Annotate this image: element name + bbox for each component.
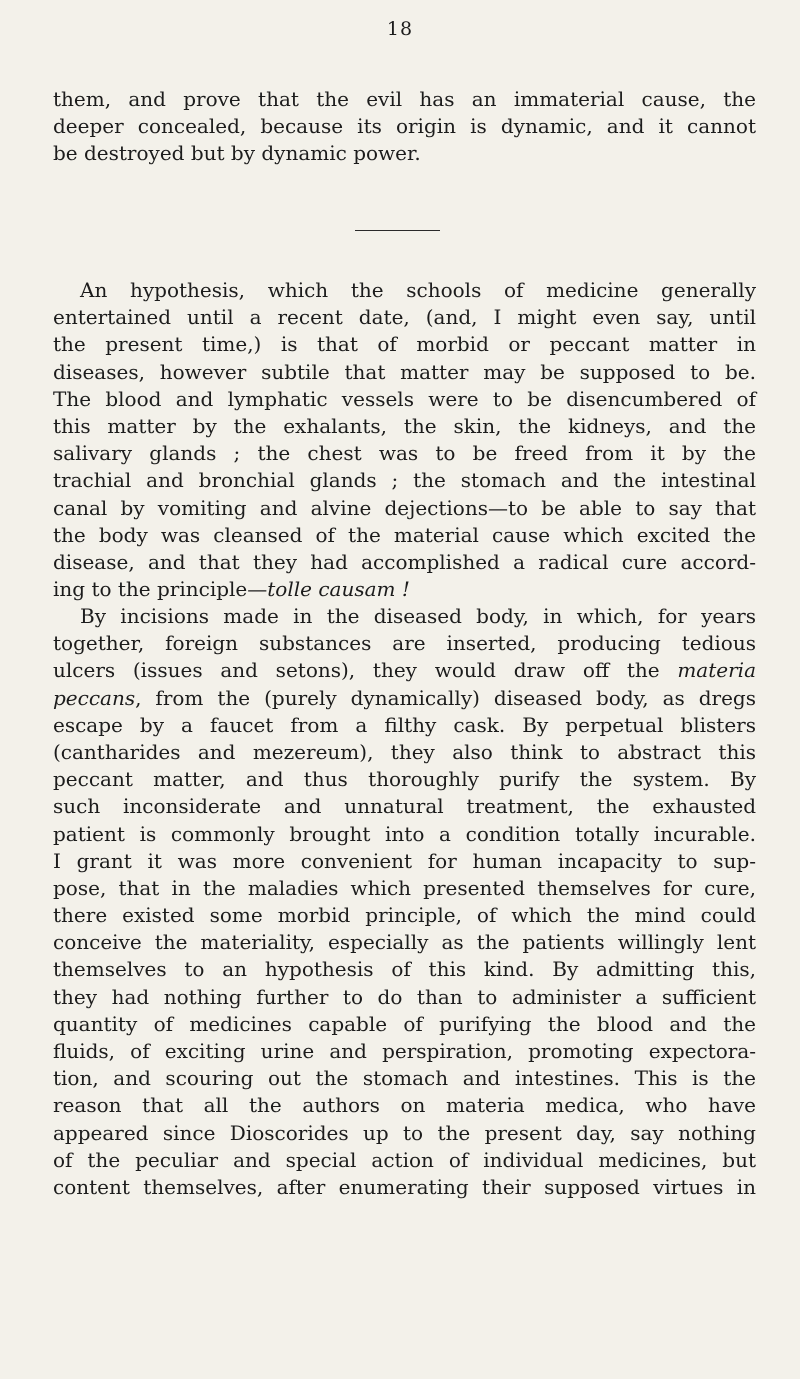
text-line <box>53 685 756 712</box>
text-line: peccant matter, and thus thoroughly purify the system. By <box>53 767 756 792</box>
page-number: 18 <box>386 18 414 40</box>
section-divider <box>355 230 440 231</box>
text-line: trachial and bronchial glands ; the stomach and the intestinal <box>53 468 756 493</box>
text-line: such inconsiderate and unnatural treatment, the exhausted <box>53 794 756 819</box>
text-line: patient is commonly brought into a condition totally incurable. <box>53 821 756 846</box>
paragraph-hypothesis <box>53 277 756 603</box>
text-line: The blood and lymphatic vessels were to be disencumbered of <box>53 386 756 411</box>
text-line: salivary glands ; the chest was to be freed from it by the <box>53 441 756 466</box>
text-line: content themselves, after enumerating their supposed virtues in <box>53 1174 756 1199</box>
text-fragment: ing to the principle— <box>53 577 268 602</box>
italic-phrase: materia <box>677 658 756 683</box>
text-line: themselves to an hypothesis of this kind. By admitting this, <box>53 957 756 982</box>
text-line: An hypothesis, which the schools of medicine generally <box>80 278 756 302</box>
text-line: be destroyed but by dynamic power. <box>53 141 421 166</box>
text-fragment: ulcers (issues and setons), they would draw off the <box>53 658 678 683</box>
text-line: pose, that in the maladies which presented themselves for cure, <box>53 875 756 900</box>
text-line: tion, and scouring out the stomach and intestines. This is the <box>53 1066 756 1091</box>
text-line <box>53 657 756 684</box>
text-line: them, and prove that the evil has an immaterial cause, the <box>53 87 756 111</box>
text-line: the body was cleansed of the material cause which excited the <box>53 522 756 547</box>
text-line: conceive the materiality, especially as the patients willingly lent <box>53 930 756 955</box>
text-line: fluids, of exciting urine and perspiration, promoting expectora- <box>53 1039 756 1063</box>
text-line: there existed some morbid principle, of which the mind could <box>53 903 756 928</box>
text-line: deeper concealed, because its origin is dynamic, and it cannot <box>53 114 756 139</box>
paragraph-continuation <box>53 86 756 168</box>
text-line: (cantharides and mezereum), they also think to abstract this <box>53 739 756 764</box>
text-line: I grant it was more convenient for human incapacity to sup- <box>53 848 756 873</box>
italic-phrase: tolle causam ! <box>267 577 410 602</box>
text-line: diseases, however subtile that matter may be supposed to be. <box>53 359 756 384</box>
text-line: appeared since Dioscorides up to the present day, say nothing <box>53 1120 756 1145</box>
text-line: escape by a faucet from a filthy cask. By perpetual blisters <box>53 712 756 737</box>
text-line: together, foreign substances are inserted, producing tedious <box>53 631 756 656</box>
paragraph-incisions <box>53 603 756 1201</box>
text-line: disease, and that they had accomplished a radical cure accord- <box>53 549 756 574</box>
text-line: reason that all the authors on materia medica, who have <box>53 1093 756 1118</box>
text-line: quantity of medicines capable of purifying the blood and the <box>53 1011 756 1036</box>
text-line: this matter by the exhalants, the skin, the kidneys, and the <box>53 413 756 438</box>
text-line <box>53 576 756 603</box>
text-line: of the peculiar and special action of individual medicines, but <box>53 1147 756 1172</box>
text-line: canal by vomiting and alvine dejections—to be able to say that <box>53 495 756 520</box>
text-line: By incisions made in the diseased body, in which, for years <box>80 604 756 628</box>
text-line: entertained until a recent date, (and, I might even say, until <box>53 305 756 330</box>
text-line: they had nothing further to do than to administer a sufficient <box>53 984 756 1009</box>
text-fragment: , from the (purely dynamically) diseased body, as dregs <box>135 685 756 710</box>
text-line: the present time,) is that of morbid or peccant matter in <box>53 332 756 357</box>
italic-phrase: peccans <box>53 685 136 710</box>
